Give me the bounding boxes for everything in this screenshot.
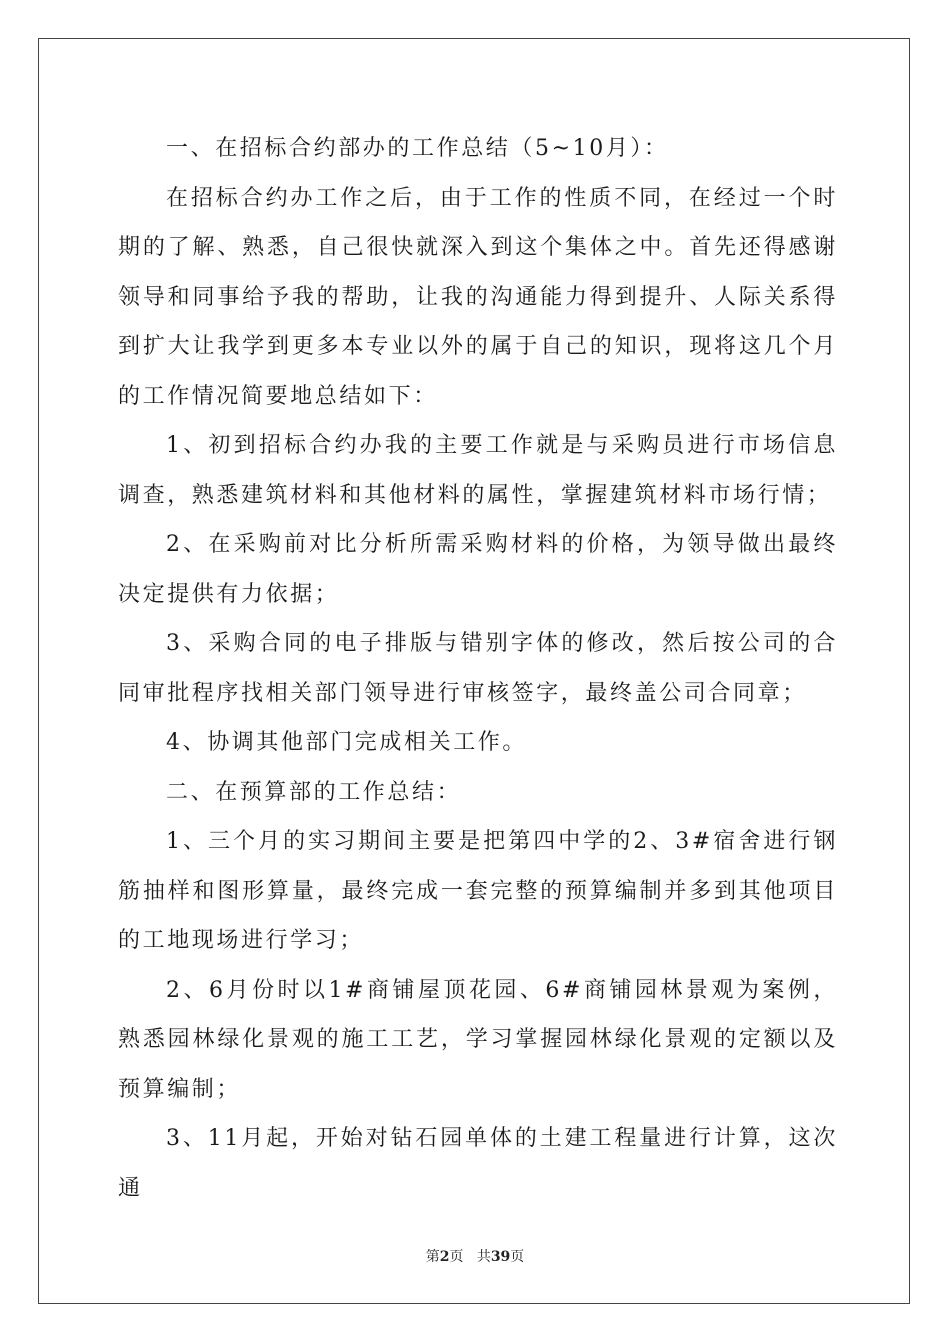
footer-total-prefix: 共 [476,1249,491,1265]
section-heading-1: 一、在招标合约部办的工作总结（5~10月）： [166,136,669,161]
footer-total-pages: 39 [490,1249,511,1265]
page-footer [0,1247,950,1267]
footer-page-suffix: 页 [449,1249,464,1265]
list-item-5: 1、三个月的实习期间主要是把第四中学的2、3#宿舍进行钢筋抽样和图形算量，最终完成一套完整的预算编制并多到其他项目的工地现场进行学习； [118,829,838,953]
section-heading-2: 二、在预算部的工作总结： [166,779,462,805]
list-item-4: 4、协调其他部门完成相关工作。 [166,730,527,755]
list-item-2: 2、在采购前对比分析所需采购材料的价格，为领导做出最终决定提供有力依据； [118,532,838,607]
list-item-1: 1、初到招标合约办我的主要工作就是与采购员进行市场信息调查，熟悉建筑材料和其他材料的属性，掌握建筑材料市场行情； [118,433,838,508]
list-item-6: 2、6月份时以1#商铺屋顶花园、6#商铺园林景观为案例，熟悉园林绿化景观的施工工艺，学习掌握园林绿化景观的定额以及预算编制； [118,977,838,1102]
footer-page-number: 2 [439,1249,450,1265]
footer-total-suffix: 页 [510,1249,525,1265]
footer-prefix: 第 [425,1249,440,1265]
list-item-7: 3、11月起，开始对钻石园单体的土建工程量进行计算，这次通 [118,1126,838,1201]
list-item-3: 3、采购合同的电子排版与错别字体的修改，然后按公司的合同审批程序找相关部门领导进行审核签字，最终盖公司合同章； [118,631,838,706]
paragraph-intro: 在招标合约办工作之后，由于工作的性质不同，在经过一个时期的了解、熟悉，自己很快就深入到这个集体之中。首先还得感谢领导和同事给予我的帮助，让我的沟通能力得到提升、人际关系得到扩大让我学到更多本专业以外的属于自己的知识，现将这几个月的工作情况简要地总结如下： [118,185,838,409]
document-body [118,124,838,1213]
